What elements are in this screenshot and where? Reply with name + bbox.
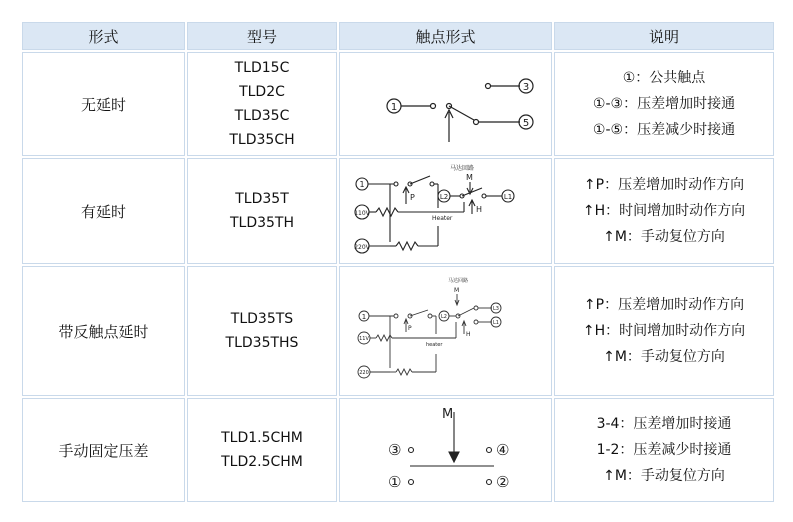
contact-diagram-cell [339, 52, 552, 156]
svg-text:220: 220 [358, 370, 369, 376]
contact-diagram-cell [339, 398, 552, 502]
svg-text:L2: L2 [440, 314, 447, 320]
header-model: 型号 [187, 22, 337, 50]
svg-text:1: 1 [390, 102, 397, 113]
svg-text:P: P [407, 325, 412, 332]
form-cell: 有延时 [22, 158, 185, 264]
svg-text:1: 1 [361, 313, 366, 321]
svg-text:④: ④ [495, 441, 509, 459]
svg-text:马达回路: 马达回路 [449, 165, 474, 172]
model-cell [187, 158, 337, 264]
svg-text:L1: L1 [492, 320, 499, 326]
table-row [22, 52, 774, 156]
svg-text:M: M [441, 407, 453, 422]
switch-diagram [346, 56, 546, 152]
header-form: 形式 [22, 22, 185, 50]
form-cell: 带反触点延时 [22, 266, 185, 396]
header-description: 说明 [554, 22, 774, 50]
svg-text:H: H [475, 205, 482, 214]
note-text: 1-2：压差减少时接通 [596, 442, 732, 458]
model-name: TLD15C [234, 60, 290, 76]
svg-text:5: 5 [522, 118, 529, 129]
svg-text:Heater: Heater [431, 215, 452, 222]
contact-diagram-cell [339, 158, 552, 264]
table-row [22, 398, 774, 502]
svg-text:L3: L3 [492, 306, 499, 312]
svg-text:11V: 11V [358, 336, 369, 342]
svg-text:③: ③ [387, 441, 401, 459]
model-name: TLD2.5CHM [221, 454, 303, 470]
manual-reset-diagram [346, 402, 546, 498]
svg-text:M: M [453, 287, 459, 294]
model-cell [187, 52, 337, 156]
table-row [22, 266, 774, 396]
note-text: ①-③：压差增加时接通 [592, 96, 736, 112]
note-text: ↑H：时间增加时动作方向 [582, 323, 746, 339]
svg-text:L1: L1 [503, 193, 512, 201]
svg-text:1: 1 [358, 180, 365, 189]
description-cell [554, 52, 774, 156]
model-name: TLD35TH [229, 215, 295, 231]
svg-text:①: ① [387, 473, 401, 491]
table-row [22, 158, 774, 264]
model-name: TLD35T [235, 191, 289, 207]
delay-switch-diagram [346, 162, 546, 260]
model-name: TLD35THS [225, 335, 299, 351]
note-text: ①-⑤：压差减少时接通 [592, 122, 736, 138]
table-header [22, 22, 774, 50]
svg-text:马达回路: 马达回路 [447, 278, 468, 284]
svg-text:3: 3 [522, 82, 529, 93]
form-cell: 无延时 [22, 52, 185, 156]
svg-text:P: P [409, 193, 415, 202]
note-text: 3-4：压差增加时接通 [596, 416, 732, 432]
description-cell [554, 398, 774, 502]
model-cell [187, 266, 337, 396]
contact-diagram-cell [339, 266, 552, 396]
svg-text:②: ② [495, 473, 509, 491]
model-name: TLD35TS [230, 311, 294, 327]
note-text: ↑M：手动复位方向 [603, 349, 725, 365]
note-text: ↑H：时间增加时动作方向 [582, 203, 746, 219]
form-cell: 手动固定压差 [22, 398, 185, 502]
description-cell [554, 158, 774, 264]
description-cell [554, 266, 774, 396]
svg-text:H: H [465, 331, 471, 338]
model-name: TLD1.5CHM [221, 430, 303, 446]
svg-text:110V: 110V [353, 210, 370, 217]
note-text: ①：公共触点 [622, 70, 706, 86]
reverse-delay-diagram [346, 272, 546, 390]
model-name: TLD35CH [229, 132, 295, 148]
svg-text:L2: L2 [439, 193, 448, 201]
note-text: ↑P：压差增加时动作方向 [583, 177, 745, 193]
model-cell [187, 398, 337, 502]
note-text: ↑P：压差增加时动作方向 [583, 297, 745, 313]
model-name: TLD2C [239, 84, 285, 100]
model-name: TLD35C [234, 108, 290, 124]
header-contact: 触点形式 [339, 22, 552, 50]
svg-text:220V: 220V [353, 244, 370, 251]
note-text: ↑M：手动复位方向 [603, 468, 725, 484]
svg-text:M: M [465, 173, 473, 182]
note-text: ↑M：手动复位方向 [603, 229, 725, 245]
svg-text:heater: heater [425, 342, 442, 348]
